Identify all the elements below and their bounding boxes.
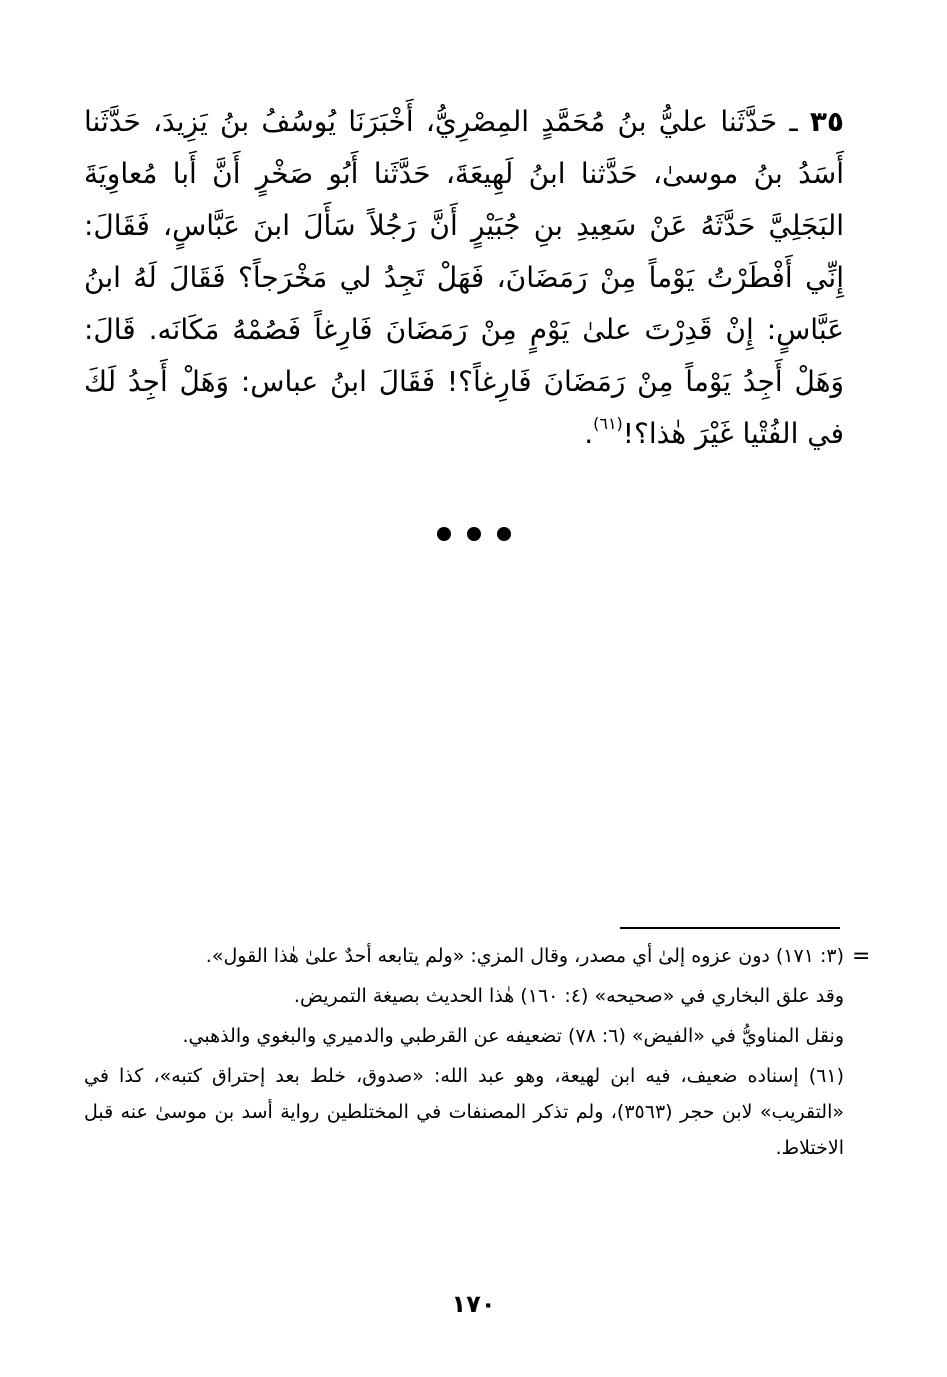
footnote-paragraph: (٣: ١٧١) دون عزوه إلىٰ أي مصدر، وقال المزي: «ولم يتابعه أحدٌ علىٰ هٰذا القول». [205, 945, 844, 967]
hadith-number: ٣٥ [809, 105, 845, 138]
separator-dot [467, 527, 481, 541]
footnotes-block [84, 938, 844, 1170]
footnote-divider [620, 927, 840, 929]
hadith-paragraph [84, 96, 844, 460]
page-number: ١٧٠ [451, 1290, 496, 1318]
hadith-end-period: . [584, 417, 594, 450]
separator-dot [437, 527, 451, 541]
footnote-paragraph: (٦١) إسناده ضعيف، فيه ابن لهيعة، وهو عبد الله: «صدوق، خلط بعد إحتراق كتبه»، كذا في «التقريب» لابن حجر (٣٥٦٣)، ولم تذكر المصنفات في المختلطين رواية أسد بن موسىٰ عنه قبل الاختلاط. [84, 1065, 844, 1159]
separator-dot [497, 527, 511, 541]
footnote-continuation-mark: = [852, 944, 871, 969]
footnote-paragraph: ونقل المناويُّ في «الفيض» (٦: ٧٨) تضعيفه عن القرطبي والدميري والبغوي والذهبي. [182, 1025, 844, 1047]
footnote-reference: (٦١) [593, 414, 623, 433]
footnote-paragraph: وقد علق البخاري في «صحيحه» (٤: ١٦٠) هٰذا الحديث بصيغة التمريض. [293, 985, 844, 1007]
section-separator [0, 522, 947, 546]
hadith-text: ـ حَدَّثَنا عليُّ بنُ مُحَمَّدٍ المِصْرِيُّ، أَخْبَرَنَا يُوسُفُ بنُ يَزِيدَ، حَدَّثَنا أَسَدُ بنُ موسىٰ، حَدَّثنا ابنُ لَهِيعَةَ، حَدَّثَنا أَبُو صَخْرٍ أَنَّ أَبا مُعاوِيَةَ البَجَلِيَّ حَدَّثَهُ عَنْ سَعِيدِ بنِ جُبَيْرٍ أَنَّ رَجُلاً سَأَلَ ابنَ عَبَّاسٍ، فَقَالَ: إِنِّي أَفْطَرْتُ يَوْماً مِنْ رَمَضَانَ، فَهَلْ تَجِدُ لي مَخْرَجاً؟ فَقَالَ لَهُ ابنُ عَبَّاسٍ: إِنْ قَدِرْتَ علىٰ يَوْمٍ مِنْ رَمَضَانَ فَارِغاً فَصُمْهُ مَكَانَه. قَالَ: وَهَلْ أَجِدُ يَوْماً مِنْ رَمَضَانَ فَارِغاً؟! فَقَالَ ابنُ عباس: وَهَلْ أَجِدُ لَكَ في الفُتْيا غَيْرَ هٰذا؟! [84, 105, 844, 450]
